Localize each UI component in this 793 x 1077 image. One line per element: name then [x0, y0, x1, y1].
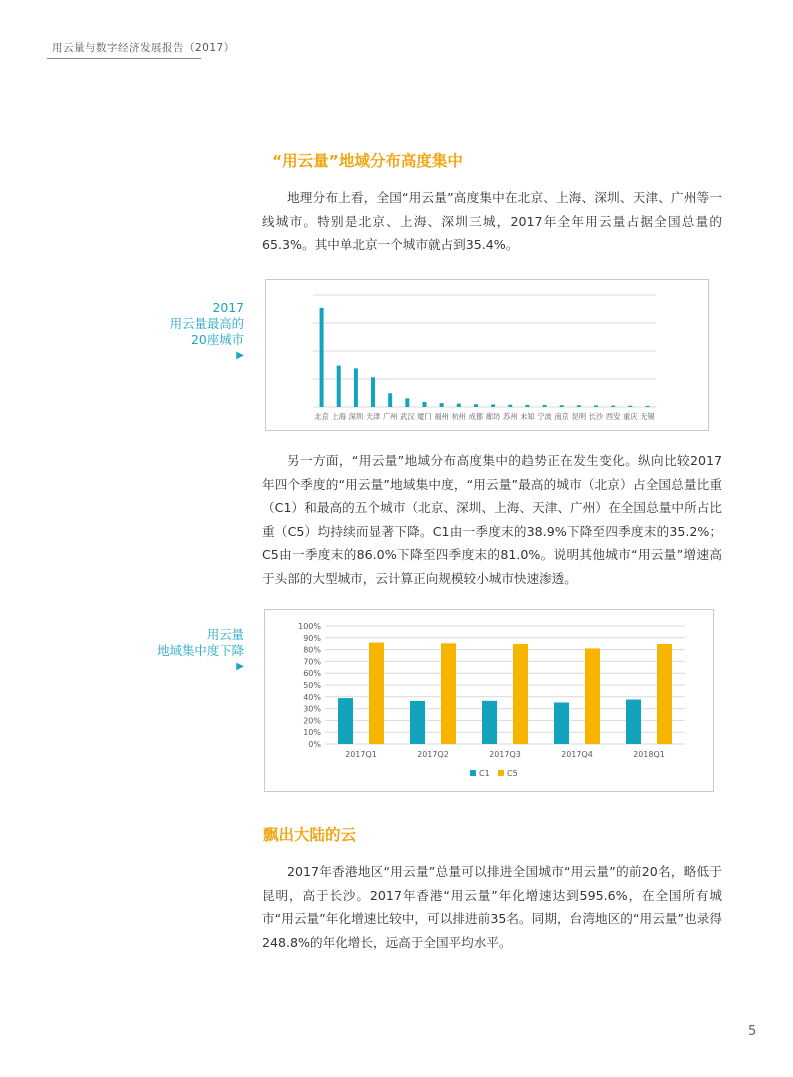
x-tick-label: 宁波: [537, 412, 552, 421]
x-tick-label: 上海: [331, 412, 346, 421]
legend-label-C1: C1: [479, 769, 490, 778]
y-tick-label: 60%: [303, 669, 321, 679]
bar-深圳: [354, 368, 358, 407]
bar-C1-2018Q1: [626, 700, 641, 744]
x-tick-label: 2017Q3: [489, 750, 521, 759]
chart2-label-line1: 用云量: [206, 627, 244, 642]
y-tick-label: 80%: [303, 645, 321, 655]
x-tick-label: 昆明: [571, 412, 587, 421]
x-tick-label: 南京: [554, 412, 569, 421]
x-tick-label: 成都: [468, 412, 484, 421]
chart-concentration: [264, 609, 714, 792]
legend-swatch-C5: [498, 770, 504, 776]
bar-重庆: [628, 406, 632, 407]
y-tick-label: 30%: [303, 704, 321, 714]
bar-昆明: [577, 405, 581, 407]
triangle-arrow-icon: ▶: [236, 661, 244, 672]
chart1-side-label: [120, 300, 244, 364]
x-tick-label: 厦门: [417, 412, 432, 421]
bar-福州: [440, 403, 444, 407]
bar-苏州: [508, 405, 512, 407]
bar-北京: [320, 308, 324, 407]
bar-成都: [474, 404, 478, 407]
y-tick-label: 90%: [303, 633, 321, 643]
paragraph-text: 地理分布上看，全国“用云量”高度集中在北京、上海、深圳、天津、广州等一线城市。特别是北京、上海、深圳三城，2017年全年用云量占据全国总量的65.3%。其中单北京一个城市就占到35.4%。: [262, 190, 722, 253]
chart2-side-label: [120, 627, 244, 675]
bar-宁波: [543, 405, 547, 407]
chart1-label-line2: 用云量最高的: [169, 316, 244, 331]
bar-厦门: [422, 402, 426, 407]
section-title-offshore: 飘出大陆的云: [263, 826, 357, 844]
legend-label-C5: C5: [507, 769, 518, 778]
chart1-label-year: 2017: [212, 300, 244, 315]
x-tick-label: 2017Q4: [561, 750, 593, 759]
y-tick-label: 10%: [303, 728, 321, 738]
triangle-arrow-icon: ▶: [236, 350, 244, 361]
bar-C1-2017Q1: [338, 698, 353, 744]
bar-C1-2017Q3: [482, 701, 497, 744]
x-tick-label: 广州: [382, 412, 398, 421]
x-tick-label: 北京: [314, 412, 329, 421]
bar-C5-2017Q4: [585, 648, 600, 744]
bar-C1-2017Q4: [554, 702, 569, 744]
paragraph-geography: [262, 186, 722, 257]
x-tick-label: 武汉: [400, 412, 415, 421]
chart2-label-line2: 地域集中度下降: [157, 643, 244, 658]
x-tick-label: 杭州: [451, 412, 466, 421]
bar-武汉: [405, 398, 409, 407]
x-tick-label: 未知: [520, 412, 535, 421]
chart1-svg: [266, 280, 708, 430]
bar-无锡: [645, 406, 649, 407]
y-tick-label: 100%: [298, 622, 321, 631]
x-tick-label: 2018Q1: [633, 750, 665, 759]
x-tick-label: 深圳: [348, 412, 364, 421]
bar-长沙: [594, 405, 598, 407]
paragraph-text: 2017年香港地区“用云量”总量可以排进全国城市“用云量”的前20名，略低于昆明，高于长沙。2017年香港“用云量”年化增速达到595.6%，在全国所有城市“用云量”年化增速比较中，可以排进前35名。同期，台湾地区的“用云量”也录得248.8%的年化增长，远高于全国平均水平。: [262, 864, 722, 950]
page-number: 5: [748, 1024, 757, 1039]
y-tick-label: 50%: [303, 681, 321, 690]
running-header: 用云量与数字经济发展报告（2017）: [52, 42, 235, 54]
header-divider: [47, 58, 201, 59]
bar-C5-2017Q3: [513, 644, 528, 744]
bar-杭州: [457, 404, 461, 407]
bar-广州: [388, 393, 392, 407]
bar-未知: [525, 405, 529, 407]
x-tick-label: 天津: [365, 412, 381, 421]
bar-C5-2017Q1: [369, 643, 384, 744]
x-tick-label: 西安: [605, 412, 621, 421]
y-tick-label: 40%: [303, 692, 321, 702]
x-tick-label: 2017Q1: [345, 750, 377, 759]
bar-上海: [337, 366, 341, 407]
chart2-svg: [265, 610, 713, 791]
x-tick-label: 重庆: [623, 412, 638, 421]
x-tick-label: 长沙: [588, 412, 604, 421]
section-title-distribution: “用云量”地域分布高度集中: [272, 152, 463, 170]
paragraph-trend: [262, 449, 722, 591]
chart-top-cities: [265, 279, 709, 431]
x-tick-label: 2017Q2: [417, 750, 449, 759]
x-tick-label: 福州: [434, 412, 449, 421]
bar-C1-2017Q2: [410, 701, 425, 744]
bar-天津: [371, 377, 375, 407]
legend-swatch-C1: [470, 770, 476, 776]
x-tick-label: 苏州: [503, 412, 518, 421]
bar-南京: [560, 405, 564, 407]
bar-C5-2018Q1: [657, 644, 672, 744]
bar-廊坊: [491, 404, 495, 407]
bar-C5-2017Q2: [441, 643, 456, 744]
x-tick-label: 廊坊: [485, 412, 501, 421]
x-tick-label: 无锡: [640, 412, 655, 421]
paragraph-text: 另一方面，“用云量”地域分布高度集中的趋势正在发生变化。纵向比较2017年四个季度的“用云量”地域集中度，“用云量”最高的城市（北京）占全国总量比重（C1）和最高的五个城市（北京、深圳、上海、天津、广州）在全国总量中所占比重（C5）均持续而显著下降。C1由一季度末的38.9%下降至四季度末的35.2%；C5由一季度末的86.0%下降至四季度末的81.0%。说明其他城市“用云量”增速高于头部的大型城市，云计算正向规模较小城市快速渗透。: [262, 453, 722, 586]
chart1-label-line3: 20座城市: [191, 332, 244, 347]
y-tick-label: 20%: [303, 716, 321, 726]
paragraph-hongkong: [262, 860, 722, 954]
y-tick-label: 0%: [308, 740, 321, 749]
bar-西安: [611, 406, 615, 407]
y-tick-label: 70%: [303, 657, 321, 667]
